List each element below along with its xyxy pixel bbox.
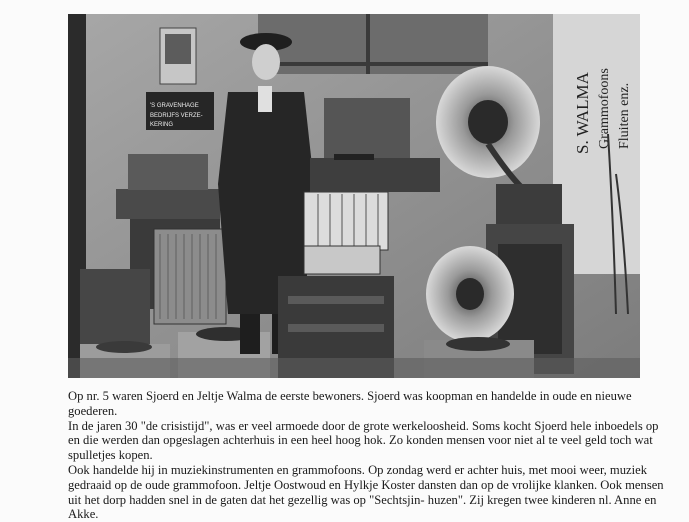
caption-paragraph-2: In de jaren 30 "de crisistijd", was er veel armoede door de grote werkeloosheid. Soms kocht Sjoerd hele inboedels op en die werden dan opgeslagen achterhuis in een heel hoog hok. Zo konden mensen voor niet al te veel geld toch wat spulletjes kopen. — [68, 418, 659, 463]
gramophone-case — [324, 98, 410, 158]
gramophone-horn-small — [426, 246, 514, 342]
enamel-sign-line-2: BEDRIJFS VERZE- — [150, 113, 203, 119]
historic-photo — [68, 14, 640, 378]
shop-sign-line-2: Grammofoons — [597, 68, 612, 149]
accordion — [304, 192, 388, 250]
photo-scene — [68, 14, 640, 378]
caption — [68, 389, 668, 522]
caption-paragraph-1: Op nr. 5 waren Sjoerd en Jeltje Walma de eerste bewoners. Sjoerd was koopman en handelde in oude en nieuwe goederen. — [68, 389, 632, 418]
zither — [154, 229, 226, 324]
enamel-sign-line-1: 'S GRAVENHAGE — [150, 103, 199, 109]
cabinet-left-top — [116, 189, 220, 219]
caption-paragraph-3: Ook handelde hij in muziekinstrumenten en grammofoons. Op zondag werd er achter huis, met mooi weer, muziek gedraaid op de oude grammofoon. Jeltje Oostwoud en Hylkje Koster dansten dan op de vrolijke klanken. Ook mensen uit het dorp hadden snel in de gaten dat het gezellig was op "Sechtsjin- huzen". Zij kregen twee kinderen nl. Anne en Akke. — [68, 462, 664, 522]
enamel-sign-line-3: KERING — [150, 122, 174, 128]
shop-sign-line-1: S. WALMA — [573, 72, 592, 154]
shop-sign-line-3: Fluiten enz. — [617, 82, 632, 149]
